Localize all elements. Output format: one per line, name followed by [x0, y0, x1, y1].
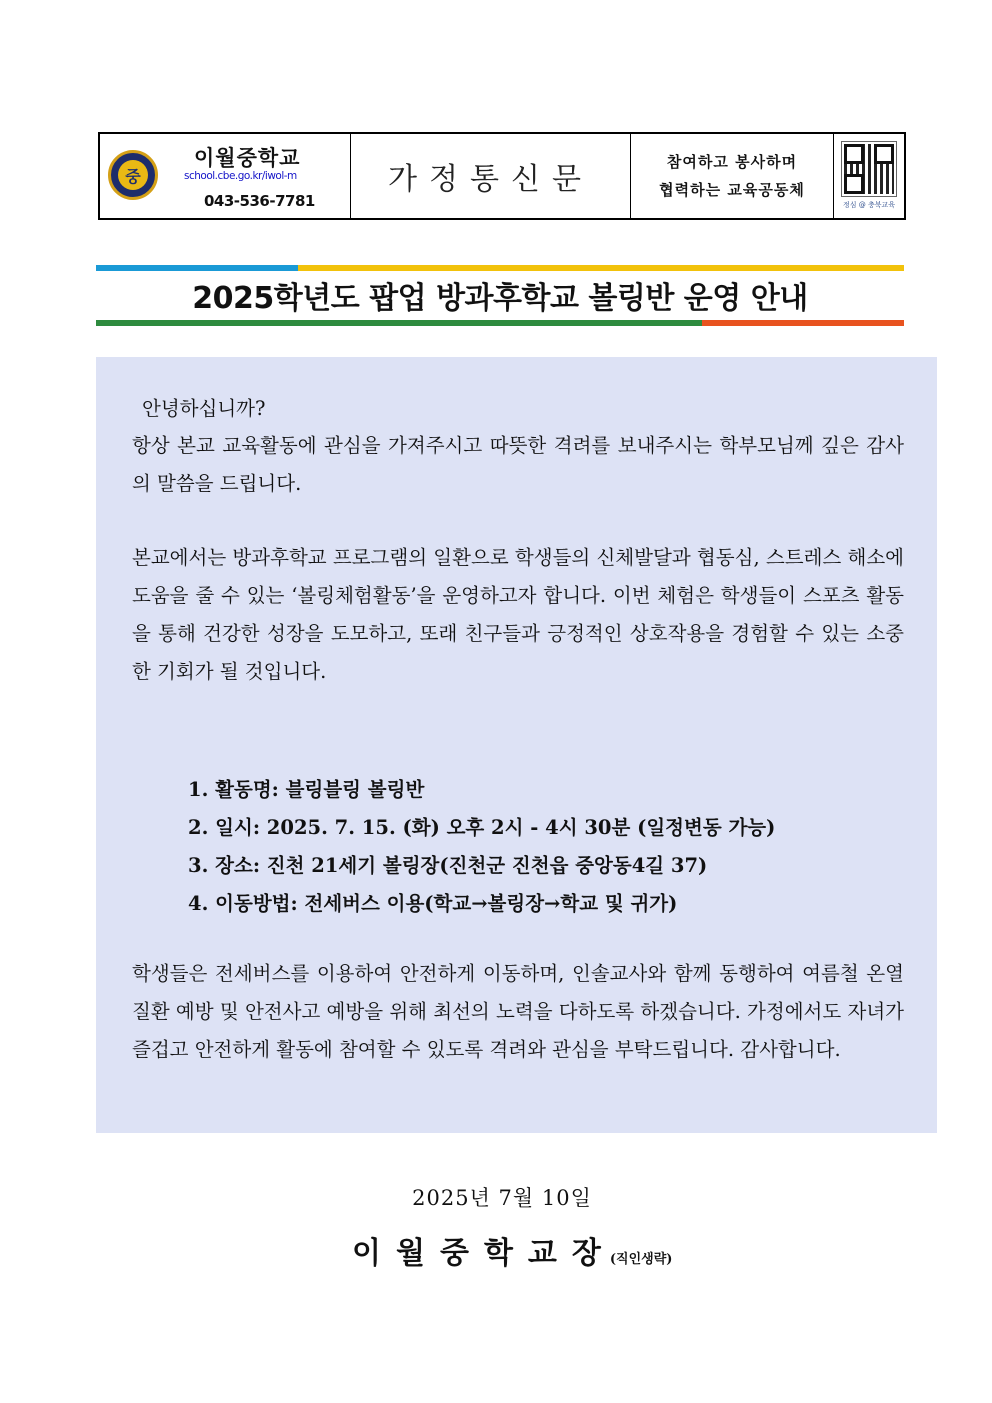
school-info-cell: [100, 134, 350, 218]
slogan-line-1: 참여하고 봉사하며: [666, 153, 798, 171]
principal-title: 이월중학교장: [352, 1236, 616, 1271]
seal-note: (직인생략): [609, 1252, 673, 1267]
emblem-text: 중: [118, 160, 148, 190]
banner-top-bar-yellow: [298, 265, 904, 271]
principal-signature-line: [352, 1228, 672, 1272]
qr-caption: 정심 @ 충북교육: [842, 201, 896, 209]
banner-bottom-bar-orange: [702, 320, 904, 326]
list-item: 3. 장소: 진천 21세기 볼링장(진천군 진천읍 중앙동4길 37): [188, 854, 708, 877]
list-item: 2. 일시: 2025. 7. 15. (화) 오후 2시 - 4시 30분 (일정변동 가능): [188, 816, 776, 839]
school-phone: 043-536-7781: [204, 192, 315, 210]
banner-title: 2025학년도 팝업 방과후학교 볼링반 운영 안내: [192, 281, 808, 316]
slogan-cell: [630, 134, 833, 218]
paragraph-1: 항상 본교 교육활동에 관심을 가져주시고 따뜻한 격려를 보내주시는 학부모님께 깊은 감사의 말씀을 드립니다.: [132, 434, 904, 495]
banner-top-bar: [96, 265, 904, 271]
header-table: [98, 132, 906, 220]
banner-bottom-bar-green: [96, 320, 702, 326]
list-item: 4. 이동방법: 전세버스 이용(학교→볼링장→학교 및 귀가): [188, 892, 678, 915]
doc-title: 가정통신문: [388, 162, 593, 197]
details-list: [188, 771, 775, 923]
paragraph-3: 학생들은 전세버스를 이용하여 안전하게 이동하며, 인솔교사와 함께 동행하여 여름철 온열 질환 예방 및 안전사고 예방을 위해 최선의 노력을 다하도록 하겠습니다. 가정에서도 자녀가 즐겁고 안전하게 활동에 참여할 수 있도록 격려와 관심을 부탁드립니다. 감사합니다.: [132, 962, 904, 1061]
greeting: 안녕하십니까?: [142, 397, 266, 420]
issue-date: 2025년 7월 10일: [412, 1186, 592, 1210]
qr-cell: [833, 134, 904, 218]
qr-code-icon: [842, 142, 896, 196]
banner-top-bar-blue: [96, 265, 298, 271]
doc-title-cell: [350, 134, 630, 218]
school-url: school.cbe.go.kr/iwol-m: [184, 170, 297, 182]
school-emblem-logo: [108, 150, 158, 200]
school-name: 이월중학교: [194, 146, 301, 170]
slogan-line-2: 협력하는 교육공동체: [659, 181, 805, 199]
banner-bottom-bar: [96, 320, 904, 326]
list-item: 1. 활동명: 블링블링 볼링반: [188, 778, 425, 801]
notice-body: [96, 357, 937, 1133]
paragraph-2: 본교에서는 방과후학교 프로그램의 일환으로 학생들의 신체발달과 협동심, 스트레스 해소에 도움을 줄 수 있는 ‘볼링체험활동’을 운영하고자 합니다. 이번 체험은 학생들이 스포츠 활동을 통해 건강한 성장을 도모하고, 또래 친구들과 긍정적인 상호작용을 경험할 수 있는 소중한 기회가 될 것입니다.: [132, 546, 904, 683]
